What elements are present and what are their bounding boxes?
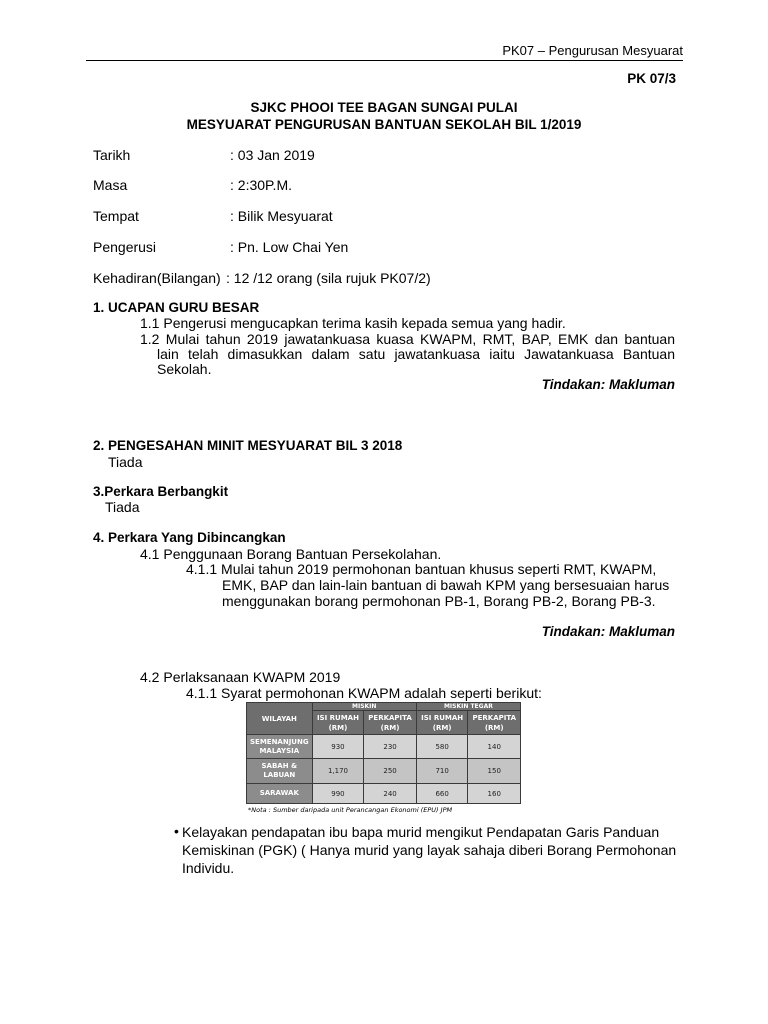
cell-value: 150 [468, 759, 521, 784]
masa-value: : 2:30P.M. [230, 177, 293, 193]
table-row [247, 759, 521, 784]
bullet-icon: • [174, 823, 179, 839]
section-2-body: Tiada [108, 454, 143, 470]
sub-perkapita-tegar-header: PERKAPITA (RM) [468, 711, 521, 735]
item-4-1-1-line2: EMK, BAP dan lain-lain bantuan di bawah KPM yang bersesuaian harus [222, 577, 670, 593]
cell-value: 930 [312, 735, 364, 759]
row-wilayah: SABAH & LABUAN [247, 759, 313, 784]
pengerusi-value: : Pn. Low Chai Yen [230, 239, 349, 255]
form-code: PK 07/3 [627, 71, 676, 86]
cell-value: 140 [468, 735, 521, 759]
cell-value: 160 [468, 784, 521, 804]
cell-value: 710 [416, 759, 468, 784]
section-1-heading: 1. UCAPAN GURU BESAR [93, 300, 260, 315]
cell-value: 660 [416, 784, 468, 804]
cell-value: 240 [364, 784, 417, 804]
item-4-1: 4.1 Penggunaan Borang Bantuan Persekolahan. [140, 546, 442, 562]
item-1-2-line3: Sekolah. [157, 361, 212, 377]
tempat-label: Tempat [93, 208, 139, 224]
school-name-title: SJKC PHOOI TEE BAGAN SUNGAI PULAI [250, 100, 518, 115]
section-3-heading: 3.Perkara Berbangkit [93, 484, 229, 499]
tarikh-label: Tarikh [93, 147, 131, 163]
tempat-value: : Bilik Mesyuarat [230, 208, 333, 224]
kehadiran-label: Kehadiran(Bilangan) [93, 270, 221, 286]
item-4-2-1: 4.1.1 Syarat permohonan KWAPM adalah seperti berikut: [186, 685, 542, 701]
table-row [247, 784, 521, 804]
item-4-1-1-line1: 4.1.1 Mulai tahun 2019 permohonan bantuan khusus seperti RMT, KWAPM, [186, 561, 657, 577]
pengerusi-label: Pengerusi [93, 239, 157, 255]
kwapm-table [246, 702, 521, 804]
header-rule [86, 60, 683, 61]
item-1-2-line1: 1.2 Mulai tahun 2019 jawatankuasa kuasa KWAPM, RMT, BAP, EMK dan bantuan [140, 331, 675, 347]
cell-value: 250 [364, 759, 417, 784]
cell-value: 580 [416, 735, 468, 759]
group-miskin-tegar-header: MISKIN TEGAR [416, 703, 520, 711]
sub-isi-rumah-header: ISI RUMAH (RM) [312, 711, 364, 735]
document-reference: PK07 – Pengurusan Mesyuarat [502, 43, 683, 58]
section-3-body: Tiada [105, 499, 140, 515]
meeting-title: MESYUARAT PENGURUSAN BANTUAN SEKOLAH BIL 1/2019 [186, 117, 582, 132]
item-1-1: 1.1 Pengerusi mengucapkan terima kasih kepada semua yang hadir. [140, 315, 566, 331]
cell-value: 230 [364, 735, 417, 759]
item-4-1-1-line3: menggunakan borang permohonan PB-1, Borang PB-2, Borang PB-3. [222, 593, 656, 609]
sub-perkapita-header: PERKAPITA (RM) [364, 711, 417, 735]
section-2-heading: 2. PENGESAHAN MINIT MESYUARAT BIL 3 2018 [93, 438, 403, 453]
tarikh-value: : 03 Jan 2019 [230, 147, 315, 163]
section-4-heading: 4. Perkara Yang Dibincangkan [93, 530, 286, 545]
section-1-action: Tindakan: Makluman [541, 377, 675, 392]
row-wilayah: SEMENANJUNG MALAYSIA [247, 735, 313, 759]
group-miskin-header: MISKIN [312, 703, 416, 711]
item-1-2-line2: lain telah dimasukkan dalam satu jawatankuasa iaitu Jawatankuasa Bantuan [157, 346, 675, 362]
item-4-2: 4.2 Perlaksanaan KWAPM 2019 [140, 669, 341, 685]
row-wilayah: SARAWAK [247, 784, 313, 804]
bullet-text: Kelayakan pendapatan ibu bapa murid mengikut Pendapatan Garis Panduan Kemiskinan (PGK) ( Hanya murid yang layak sahaja diberi Borang Permohonan Individu. [182, 824, 677, 876]
cell-value: 1,170 [312, 759, 364, 784]
section-4-action: Tindakan: Makluman [541, 624, 675, 639]
table-source-note: *Nota : Sumber daripada unit Perancangan Ekonomi (EPU) JPM [248, 806, 453, 814]
table-row [247, 735, 521, 759]
kehadiran-value: : 12 /12 orang (sila rujuk PK07/2) [226, 270, 431, 286]
col-wilayah-header: WILAYAH [247, 703, 313, 735]
sub-isi-rumah-tegar-header: ISI RUMAH (RM) [416, 711, 468, 735]
cell-value: 990 [312, 784, 364, 804]
masa-label: Masa [93, 177, 128, 193]
